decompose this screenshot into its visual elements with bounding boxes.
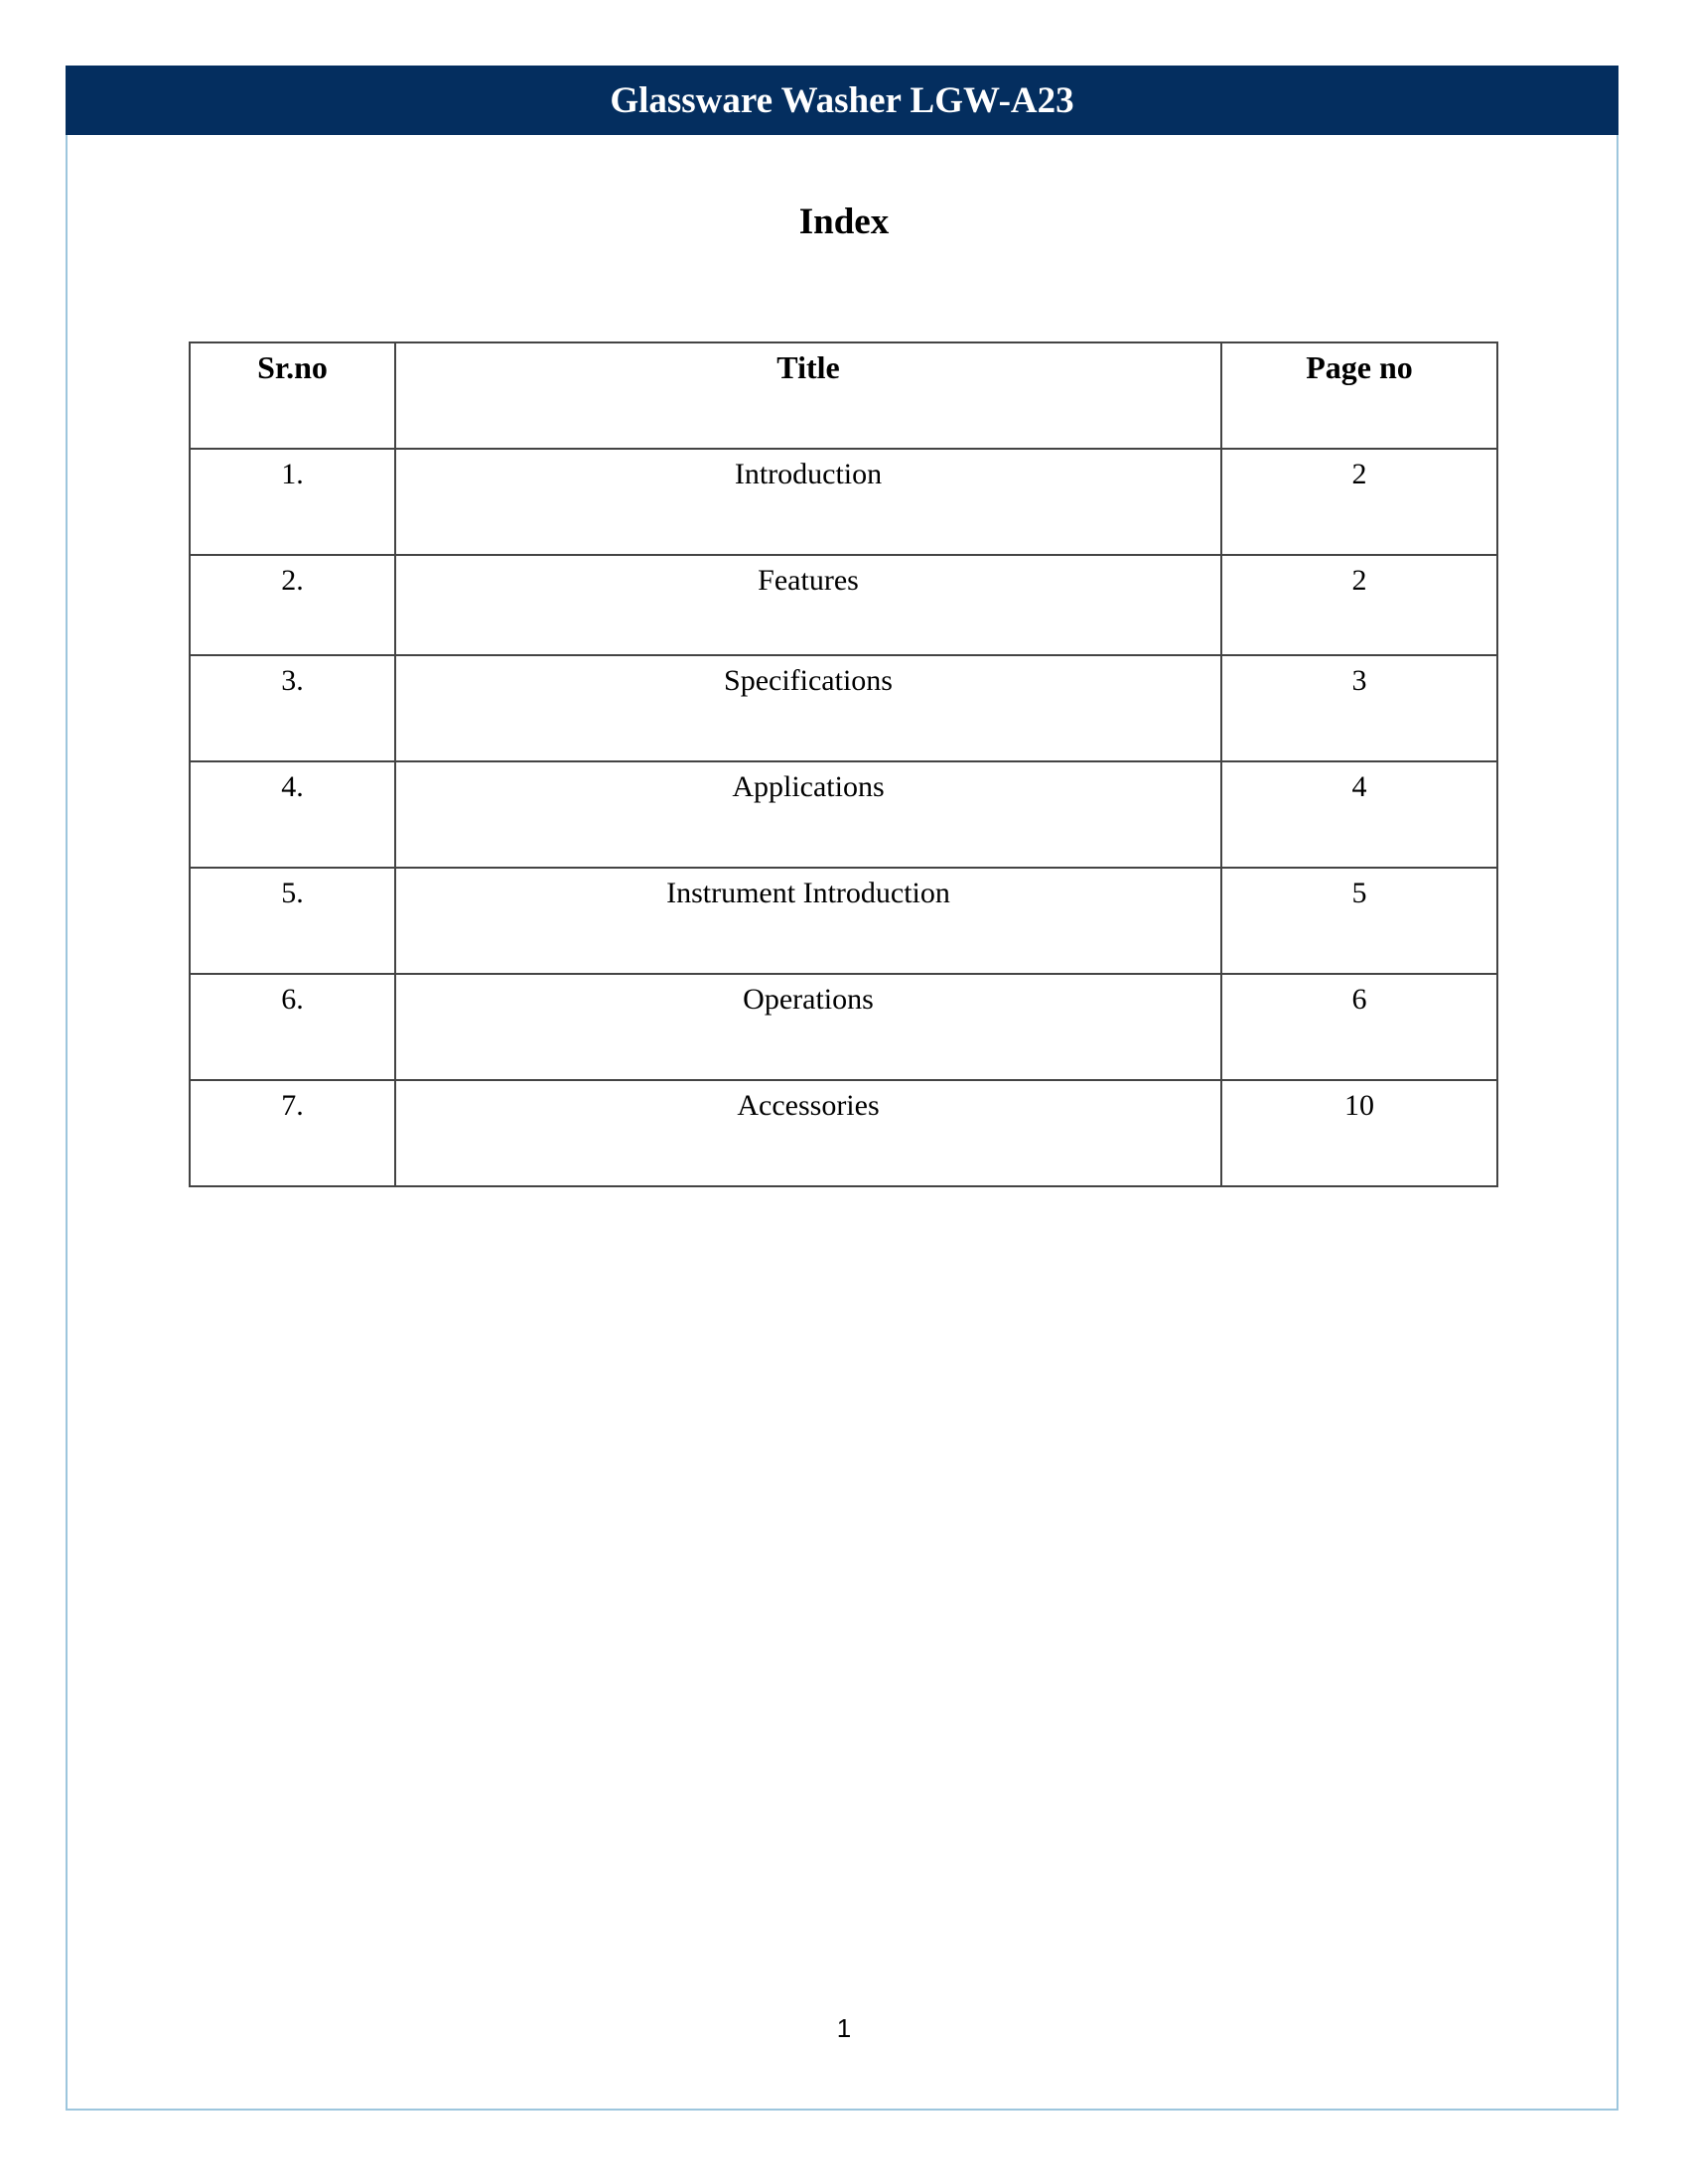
table-row — [190, 868, 1497, 974]
row-srno: 5. — [190, 868, 395, 974]
row-title: Accessories — [395, 1080, 1221, 1186]
column-header-page: Page no — [1221, 342, 1497, 449]
row-title: Applications — [395, 761, 1221, 868]
index-heading: Index — [798, 202, 890, 242]
row-page: 2 — [1221, 555, 1497, 655]
row-srno: 4. — [190, 761, 395, 868]
row-title: Specifications — [395, 655, 1221, 761]
row-srno: 3. — [190, 655, 395, 761]
row-title: Introduction — [395, 449, 1221, 555]
row-srno: 2. — [190, 555, 395, 655]
table-row — [190, 974, 1497, 1080]
row-srno: 7. — [190, 1080, 395, 1186]
document-header — [66, 66, 1618, 135]
row-page: 5 — [1221, 868, 1497, 974]
column-header-title: Title — [395, 342, 1221, 449]
column-header-srno: Sr.no — [190, 342, 395, 449]
row-title: Features — [395, 555, 1221, 655]
row-srno: 1. — [190, 449, 395, 555]
table-row — [190, 1080, 1497, 1186]
index-table — [189, 341, 1498, 1187]
row-page: 3 — [1221, 655, 1497, 761]
row-page: 6 — [1221, 974, 1497, 1080]
row-page: 10 — [1221, 1080, 1497, 1186]
row-title: Operations — [395, 974, 1221, 1080]
table-header-row — [190, 342, 1497, 449]
row-page: 4 — [1221, 761, 1497, 868]
table-row — [190, 655, 1497, 761]
row-title: Instrument Introduction — [395, 868, 1221, 974]
table-row — [190, 761, 1497, 868]
row-srno: 6. — [190, 974, 395, 1080]
table-row — [190, 449, 1497, 555]
page-number: 1 — [836, 2013, 852, 2043]
row-page: 2 — [1221, 449, 1497, 555]
document-title: Glassware Washer LGW-A23 — [610, 79, 1074, 121]
table-row — [190, 555, 1497, 655]
